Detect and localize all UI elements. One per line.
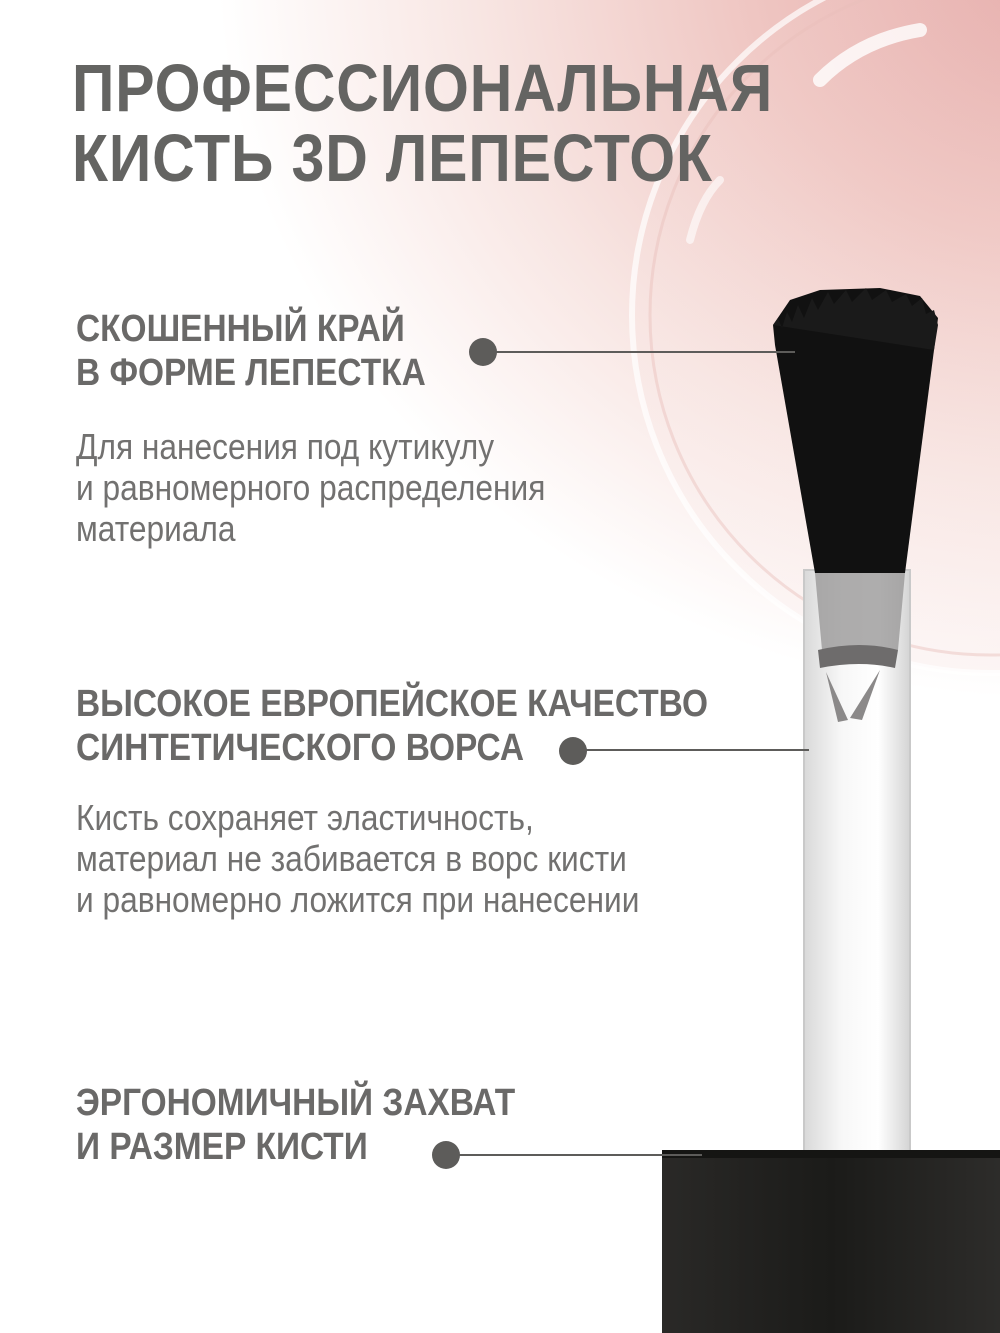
feature-description-line: Для нанесения под кутикулу: [76, 426, 495, 467]
page-title: [72, 51, 774, 196]
feature-heading-line: СИНТЕТИЧЕСКОГО ВОРСА: [76, 727, 524, 769]
pointer-line: [573, 749, 809, 751]
pointer-line: [483, 351, 795, 353]
feature-heading-line: ЭРГОНОМИЧНЫЙ ЗАХВАТ: [76, 1082, 516, 1124]
feature-heading-bevelled-edge: [76, 307, 426, 395]
title-line-2: КИСТЬ 3D ЛЕПЕСТОК: [72, 121, 713, 196]
feature-heading-line: В ФОРМЕ ЛЕПЕСТКА: [76, 352, 426, 394]
feature-description-line: и равномерного распределения: [76, 467, 546, 508]
feature-heading-line: ВЫСОКОЕ ЕВРОПЕЙСКОЕ КАЧЕСТВО: [76, 683, 708, 725]
feature-description-line: материал не забивается в ворс кисти: [76, 838, 627, 879]
feature-description-line: Кисть сохраняет эластичность,: [76, 797, 534, 838]
title-line-1: ПРОФЕССИОНАЛЬНАЯ: [72, 51, 774, 126]
feature-description-bristle-quality: [76, 797, 639, 920]
pointer-dot-icon: [559, 737, 587, 765]
feature-heading-line: СКОШЕННЫЙ КРАЙ: [76, 308, 405, 350]
feature-heading-bristle-quality: [76, 682, 708, 770]
feature-description-bevelled-edge: [76, 426, 545, 549]
feature-heading-line: И РАЗМЕР КИСТИ: [76, 1126, 368, 1168]
pointer-line: [446, 1154, 702, 1156]
feature-description-line: и равномерно ложится при нанесении: [76, 879, 640, 920]
feature-description-line: материала: [76, 508, 236, 549]
